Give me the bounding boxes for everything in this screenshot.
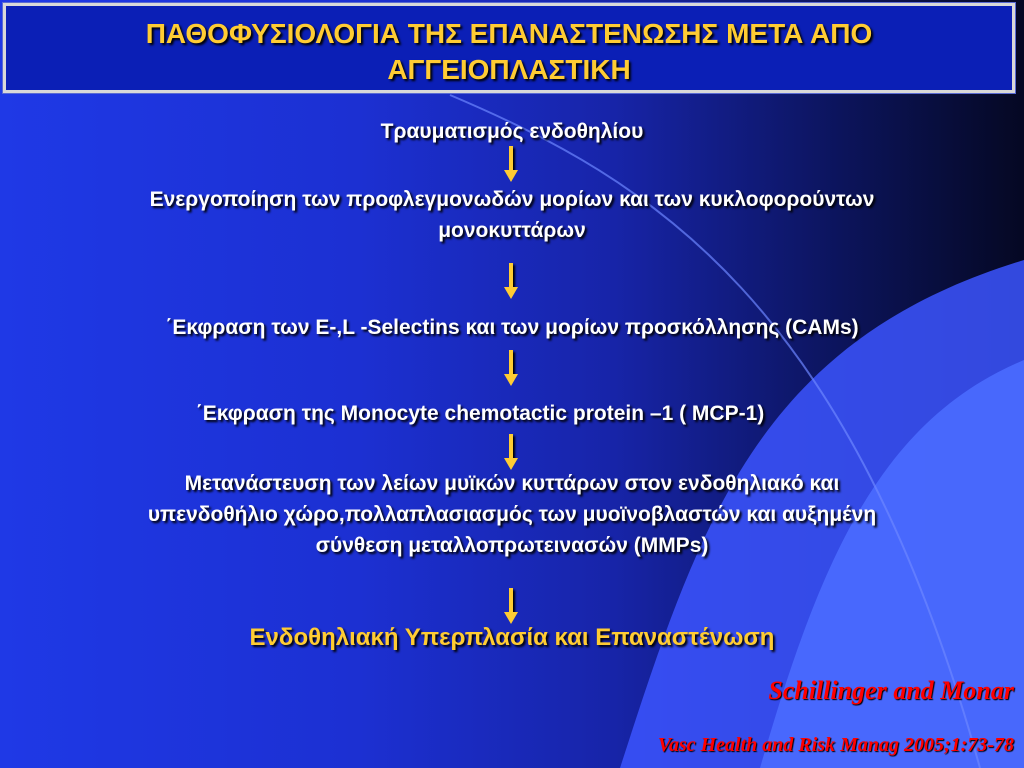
down-arrow-icon xyxy=(504,350,518,386)
slide-title-line-1: ΠΑΘΟΦΥΣΙΟΛΟΓΙΑ ΤΗΣ ΕΠΑΝΑΣΤΕΝΩΣΗΣ ΜΕΤΑ ΑΠΟ xyxy=(145,18,873,49)
step-activation-line-1: Ενεργοποίηση των προφλεγμονωδών μορίων και των κυκλοφορούντων xyxy=(149,188,875,211)
step-endothelial-injury: Τραυματισμός ενδοθηλίου xyxy=(380,120,644,143)
step-activation-line-2: μονοκυττάρων xyxy=(438,219,586,242)
citation-journal: Vasc Health and Risk Manag 2005;1:73-78 xyxy=(657,734,1014,756)
down-arrow-icon xyxy=(504,146,518,182)
down-arrow-icon xyxy=(504,263,518,299)
step-smooth-muscle-migration xyxy=(0,468,1024,561)
step-migration-line-2: υπενδοθήλιο χώρο,πολλαπλασιασμός των μυοϊνοβλαστών και αυξημένη xyxy=(147,503,877,526)
step-migration-line-1: Μετανάστευση των λείων μυϊκών κυττάρων στον ενδοθηλιακό και xyxy=(184,472,840,495)
final-outcome: Ενδοθηλιακή Υπερπλασία και Επαναστένωση xyxy=(249,624,775,651)
step-activation xyxy=(0,184,1024,246)
down-arrow-icon xyxy=(504,434,518,470)
down-arrow-icon xyxy=(504,588,518,624)
step-selectins-expression: ΄Εκφραση των E-,L -Selectins και των μορίων προσκόλλησης (CAMs) xyxy=(165,316,859,339)
slide-title xyxy=(3,3,1015,93)
step-mcp1-expression: ΄Εκφραση της Monocyte chemotactic protein –1 ( MCP-1) xyxy=(195,402,765,425)
slide-title-line-2: ΑΓΓΕΙΟΠΛΑΣΤΙΚΗ xyxy=(387,54,631,85)
citation-authors: Schillinger and Monar xyxy=(768,676,1014,705)
step-migration-line-3: σύνθεση μεταλλοπρωτεινασών (MMPs) xyxy=(315,534,709,557)
